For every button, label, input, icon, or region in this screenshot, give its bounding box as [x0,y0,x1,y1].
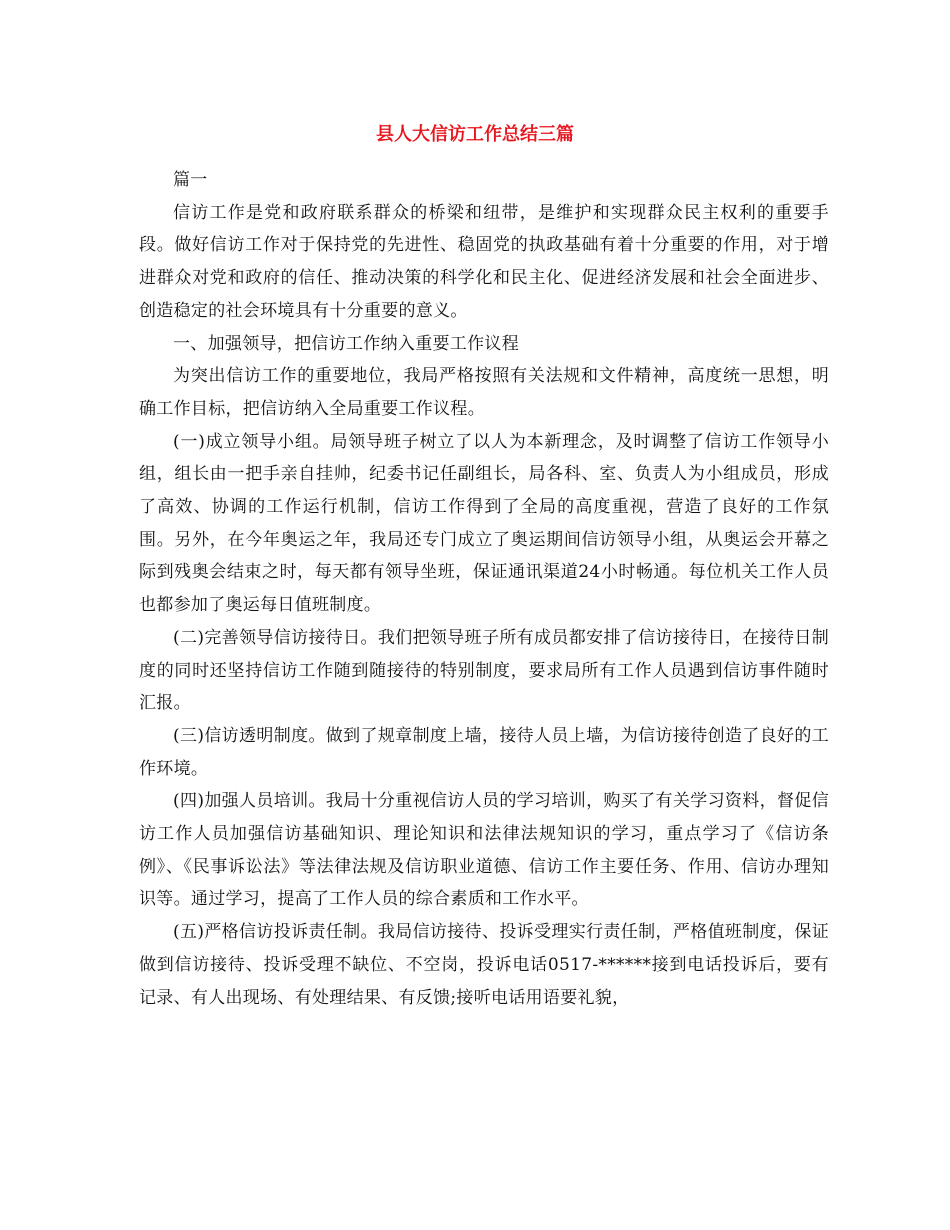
paragraph-item-1: (一)成立领导小组。局领导班子树立了以人为本新理念，及时调整了信访工作领导小组，组长由一把手亲自挂帅，纪委书记任副组长，局各科、室、负责人为小组成员，形成了高效、协调的工作运行机制，信访工作得到了全局的高度重视，营造了良好的工作氛围。另外，在今年奥运之年，我局还专门成立了奥运期间信访领导小组，从奥运会开幕之际到残奥会结束之时，每天都有领导坐班，保证通讯渠道24小时畅通。每位机关工作人员也都参加了奥运每日值班制度。 [139,431,829,616]
section-heading: 一、加强领导，把信访工作纳入重要工作议程 [173,333,519,354]
paragraph: 为突出信访工作的重要地位，我局严格按照有关法规和文件精神，高度统一思想，明确工作目标，把信访纳入全局重要工作议程。 [139,366,829,419]
section-label: 篇一 [173,170,208,190]
paragraph-intro: 信访工作是党和政府联系群众的桥梁和纽带，是维护和实现群众民主权利的重要手段。做好信访工作对于保持党的先进性、稳固党的执政基础有着十分重要的作用，对于增进群众对党和政府的信任、推动决策的科学化和民主化、促进经济发展和社会全面进步、创造稳定的社会环境具有十分重要的意义。 [139,202,829,321]
paragraph-item-3: (三)信访透明制度。做到了规章制度上墙，接待人员上墙，为信访接待创造了良好的工作环境。 [139,725,829,779]
paragraph-item-4: (四)加强人员培训。我局十分重视信访人员的学习培训，购买了有关学习资料，督促信访工作人员加强信访基础知识、理论知识和法律法规知识的学习，重点学习了《信访条例》、《民事诉讼法》等法律法规及信访职业道德、信访工作主要任务、作用、信访办理知识等。通过学习，提高了工作人员的综合素质和工作水平。 [139,791,829,910]
paragraph-item-5: (五)严格信访投诉责任制。我局信访接待、投诉受理实行责任制，严格值班制度，保证做到信访接待、投诉受理不缺位、不空岗，投诉电话0517-******接到电话投诉后，要有记录、有人出现场、有处理结果、有反馈;接听电话用语要礼貌， [139,922,829,1008]
document-body [139,164,829,1014]
document-title: 县人大信访工作总结三篇 [376,124,574,145]
paragraph-item-2: (二)完善领导信访接待日。我们把领导班子所有成员都安排了信访接待日，在接待日制度的同时还坚持信访工作随到随接待的特别制度，要求局所有工作人员遇到信访事件随时汇报。 [139,627,829,714]
